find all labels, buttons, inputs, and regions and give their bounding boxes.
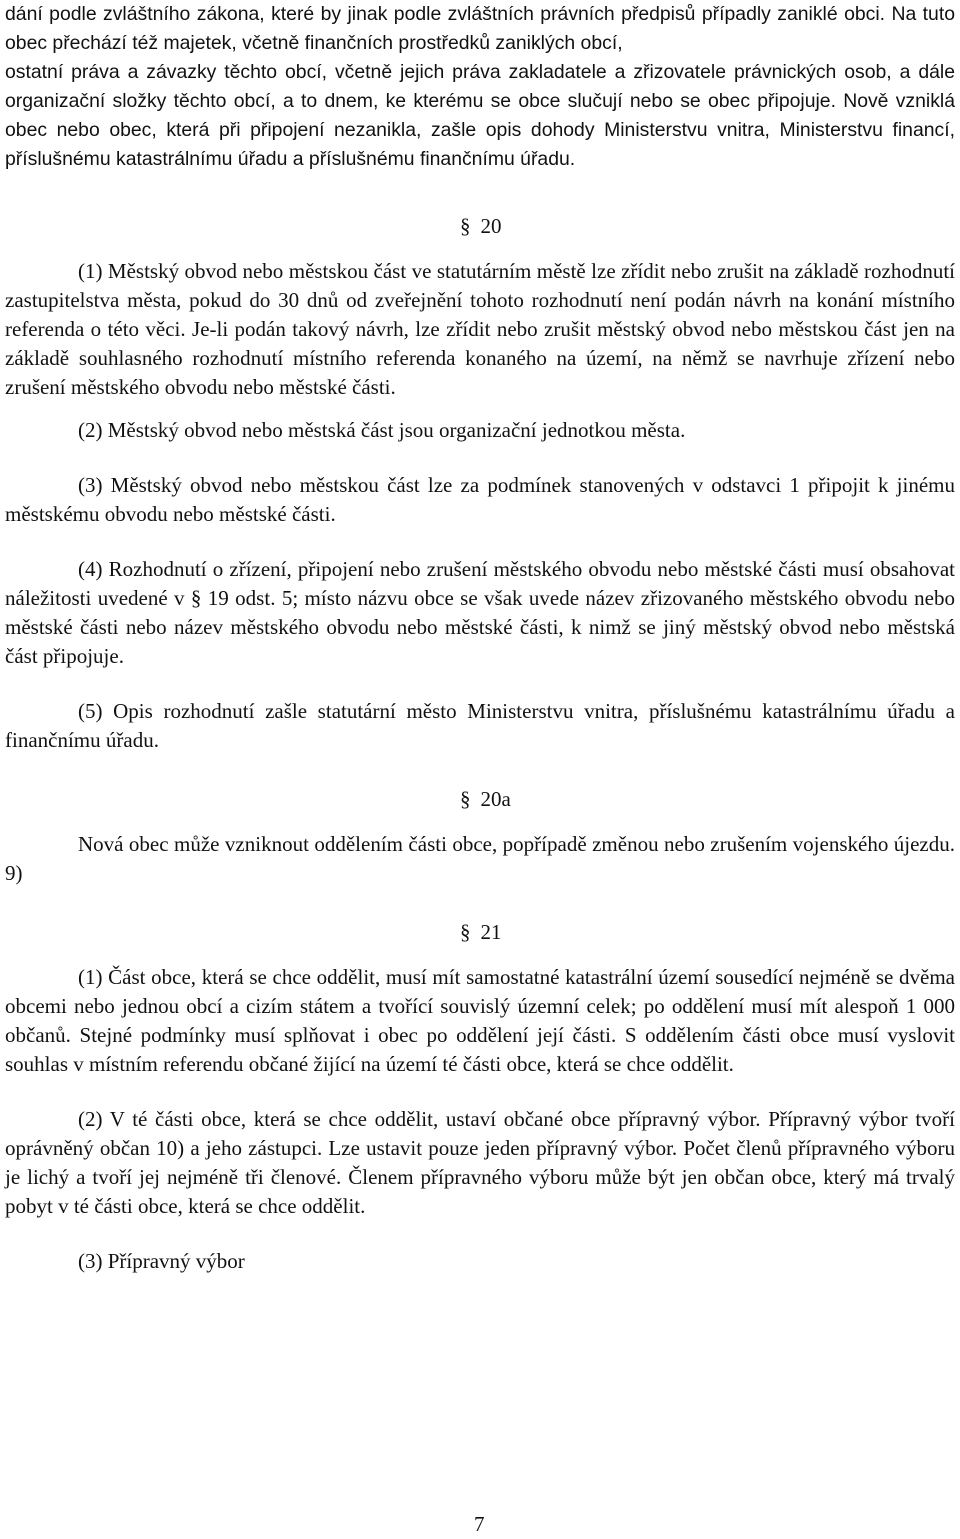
section-sign: § bbox=[460, 214, 471, 238]
intro-text-start: dání podle zvláštního zákona, které by jinak podle zvláštních právních předpisů případly zaniklé obci. Na tuto obec přechází též majetek, včetně finančních prostředků zaniklých obcí, bbox=[5, 3, 955, 54]
section-number: 21 bbox=[480, 920, 502, 944]
section-20a-heading bbox=[5, 785, 955, 814]
section-number: 20 bbox=[480, 214, 502, 238]
section-20-paragraph-1: (1) Městský obvod nebo městskou část ve statutárním městě lze zřídit nebo zrušit na základě rozhodnutí zastupitelstva města, pokud do 30 dnů od zveřejnění tohoto rozhodnutí není podán návrh na konání místního referenda o této věci. Je-li podán takový návrh, lze zřídit nebo zrušit městský obvod nebo městskou část jen na základě souhlasného rozhodnutí místního referenda konaného na území, na němž se navrhuje zřízení nebo zrušení městského obvodu nebo městské části. bbox=[5, 259, 955, 399]
intro-text-continued: ostatní práva a závazky těchto obcí, včetně jejich práva zakladatele a zřizovatele právnických osob, a dále organizační složky těchto obcí, a to dnem, ke kterému se obce slučují nebo se obec připojuje. Nově vzniklá obec nebo obec, která při připojení nezanikla, zašle opis dohody Ministerstvu vnitra, Ministerstvu financí, příslušnému katastrálnímu úřadu a příslušnému finančnímu úřadu. bbox=[5, 61, 955, 170]
section-sign: § bbox=[460, 787, 471, 811]
section-20-paragraph-5: (5) Opis rozhodnutí zašle statutární město Ministerstvu vnitra, příslušnému katastrálnímu úřadu a finančnímu úřadu. bbox=[5, 699, 955, 752]
section-number: 20a bbox=[480, 787, 511, 811]
section-21-paragraph-2: (2) V té části obce, která se chce oddělit, ustaví občané obce přípravný výbor. Přípravný výbor tvoří oprávněný občan 10) a jeho zástupci. Lze ustavit pouze jeden přípravný výbor. Počet členů přípravného výboru je lichý a tvoří jej nejméně tři členové. Členem přípravného výboru může být jen občan obce, který má trvalý pobyt v té části obce, která se chce oddělit. bbox=[5, 1107, 955, 1218]
document-page bbox=[5, 0, 955, 1276]
section-20-heading bbox=[5, 212, 955, 241]
section-20a-paragraph-1: Nová obec může vzniknout oddělením části obce, popřípadě změnou nebo zrušením vojenského újezdu. 9) bbox=[5, 832, 955, 885]
section-sign: § bbox=[460, 920, 471, 944]
section-21-heading bbox=[5, 918, 955, 947]
section-20-paragraph-3: (3) Městský obvod nebo městskou část lze za podmínek stanovených v odstavci 1 připojit k jinému městskému obvodu nebo městské části. bbox=[5, 473, 955, 526]
section-20-paragraph-2: (2) Městský obvod nebo městská část jsou organizační jednotkou města. bbox=[78, 418, 686, 442]
page-number: 7 bbox=[474, 1512, 485, 1536]
section-21-paragraph-3: (3) Přípravný výbor bbox=[78, 1249, 245, 1273]
section-20-paragraph-4: (4) Rozhodnutí o zřízení, připojení nebo zrušení městského obvodu nebo městské části musí obsahovat náležitosti uvedené v § 19 odst. 5; místo názvu obce se však uvede název zřizovaného městského obvodu nebo městské části nebo název městského obvodu nebo městské části, k nimž se jiný městský obvod nebo městská část připojuje. bbox=[5, 557, 955, 668]
section-21-paragraph-1: (1) Část obce, která se chce oddělit, musí mít samostatné katastrální území sousedící nejméně se dvěma obcemi nebo jednou obcí a cizím státem a tvořící souvislý územní celek; po oddělení musí mít alespoň 1 000 občanů. Stejné podmínky musí splňovat i obec po oddělení její části. S oddělením části obce musí vyslovit souhlas v místním referendu občané žijící na území té části obce, která se chce oddělit. bbox=[5, 965, 955, 1076]
